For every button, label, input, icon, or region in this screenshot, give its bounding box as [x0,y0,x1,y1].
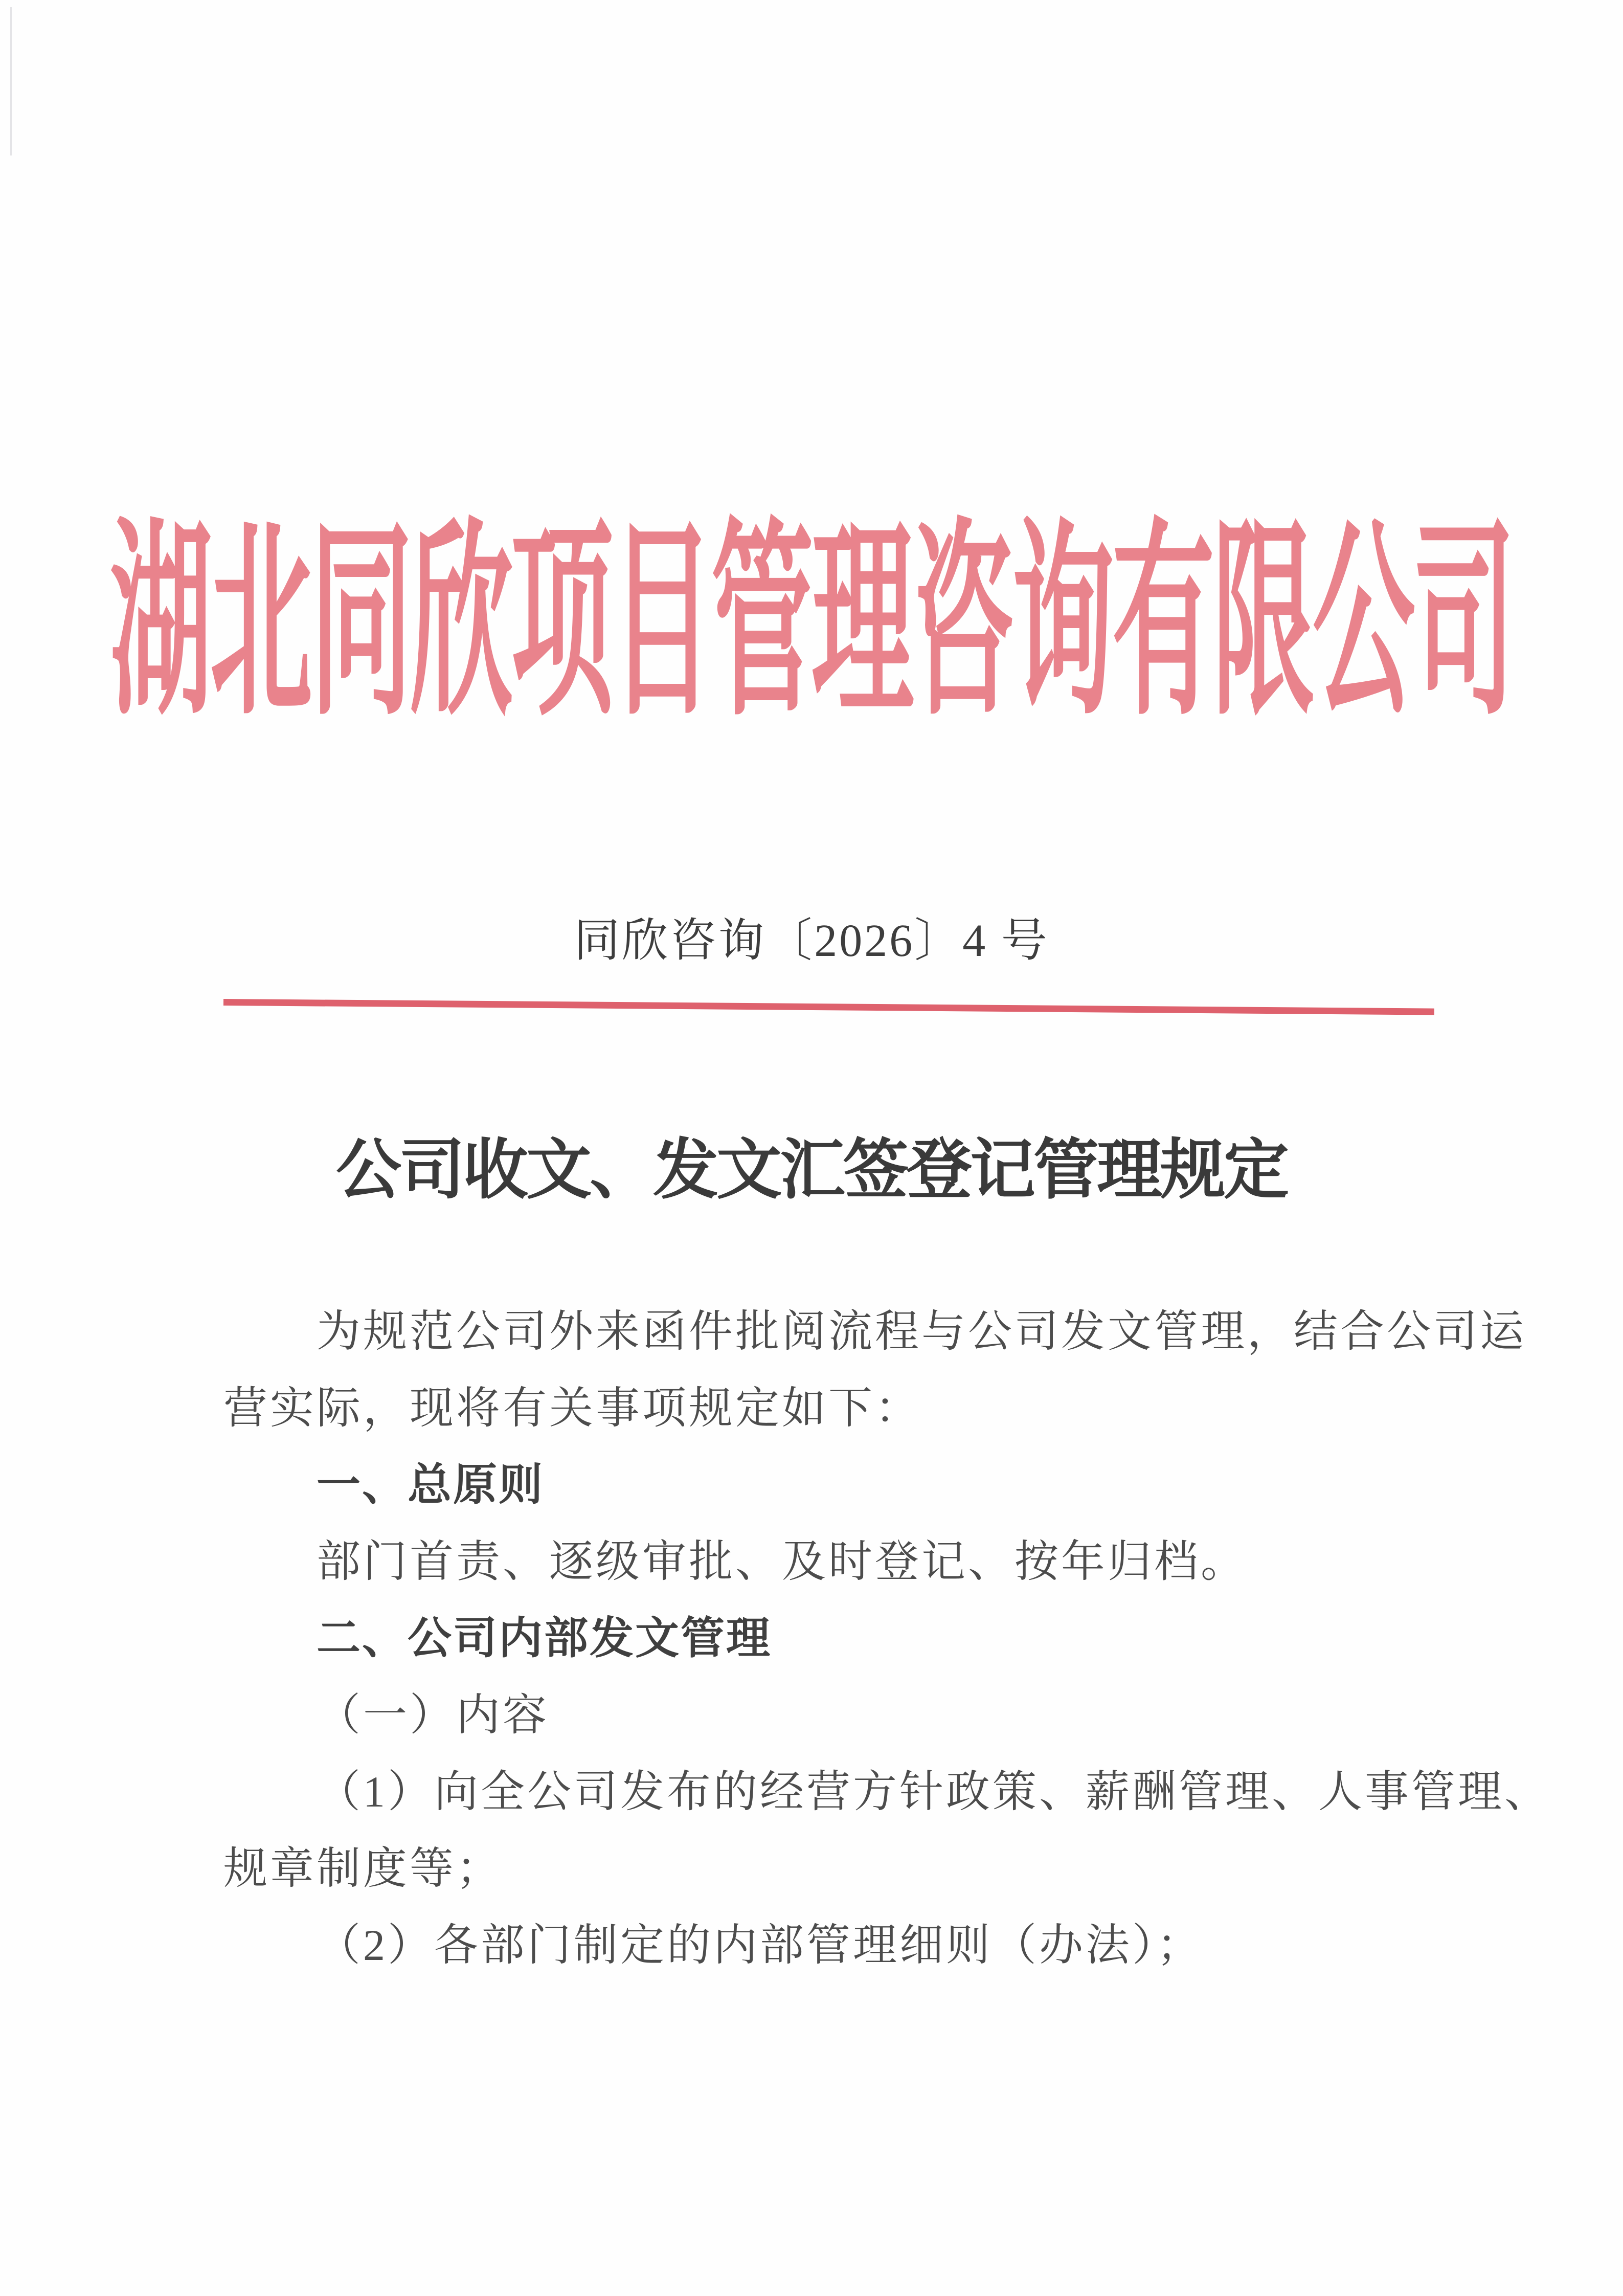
body-line: 规章制度等； [223,1844,503,1893]
document-number: 同欣咨询〔2026〕4 号 [574,916,1049,966]
body-line: （2）各部门制定的内部管理细则（办法）； [317,1921,1203,1970]
body-line: 营实际，现将有关事项规定如下： [223,1384,921,1433]
body-line: （一）内容 [317,1690,549,1740]
letterhead-company-name: 湖北同欣项目管理咨询有限公司 [109,508,1513,741]
body-line: （1）向全公司发布的经营方针政策、薪酬管理、人事管理、 [317,1767,1551,1816]
body-line: 部门首责、逐级审批、及时登记、按年归档。 [317,1537,1247,1586]
document-body [223,1293,1551,1983]
letterhead [0,508,1623,741]
body-line: 为规范公司外来函件批阅流程与公司发文管理，结合公司运 [317,1307,1526,1356]
document-title: 公司收文、发文汇签登记管理规定 [335,1133,1287,1207]
body-line: 二、公司内部发文管理 [317,1614,772,1663]
scan-artifact-line [10,7,12,155]
red-rule-divider [223,999,1434,1015]
body-line: 一、总原则 [317,1460,544,1509]
